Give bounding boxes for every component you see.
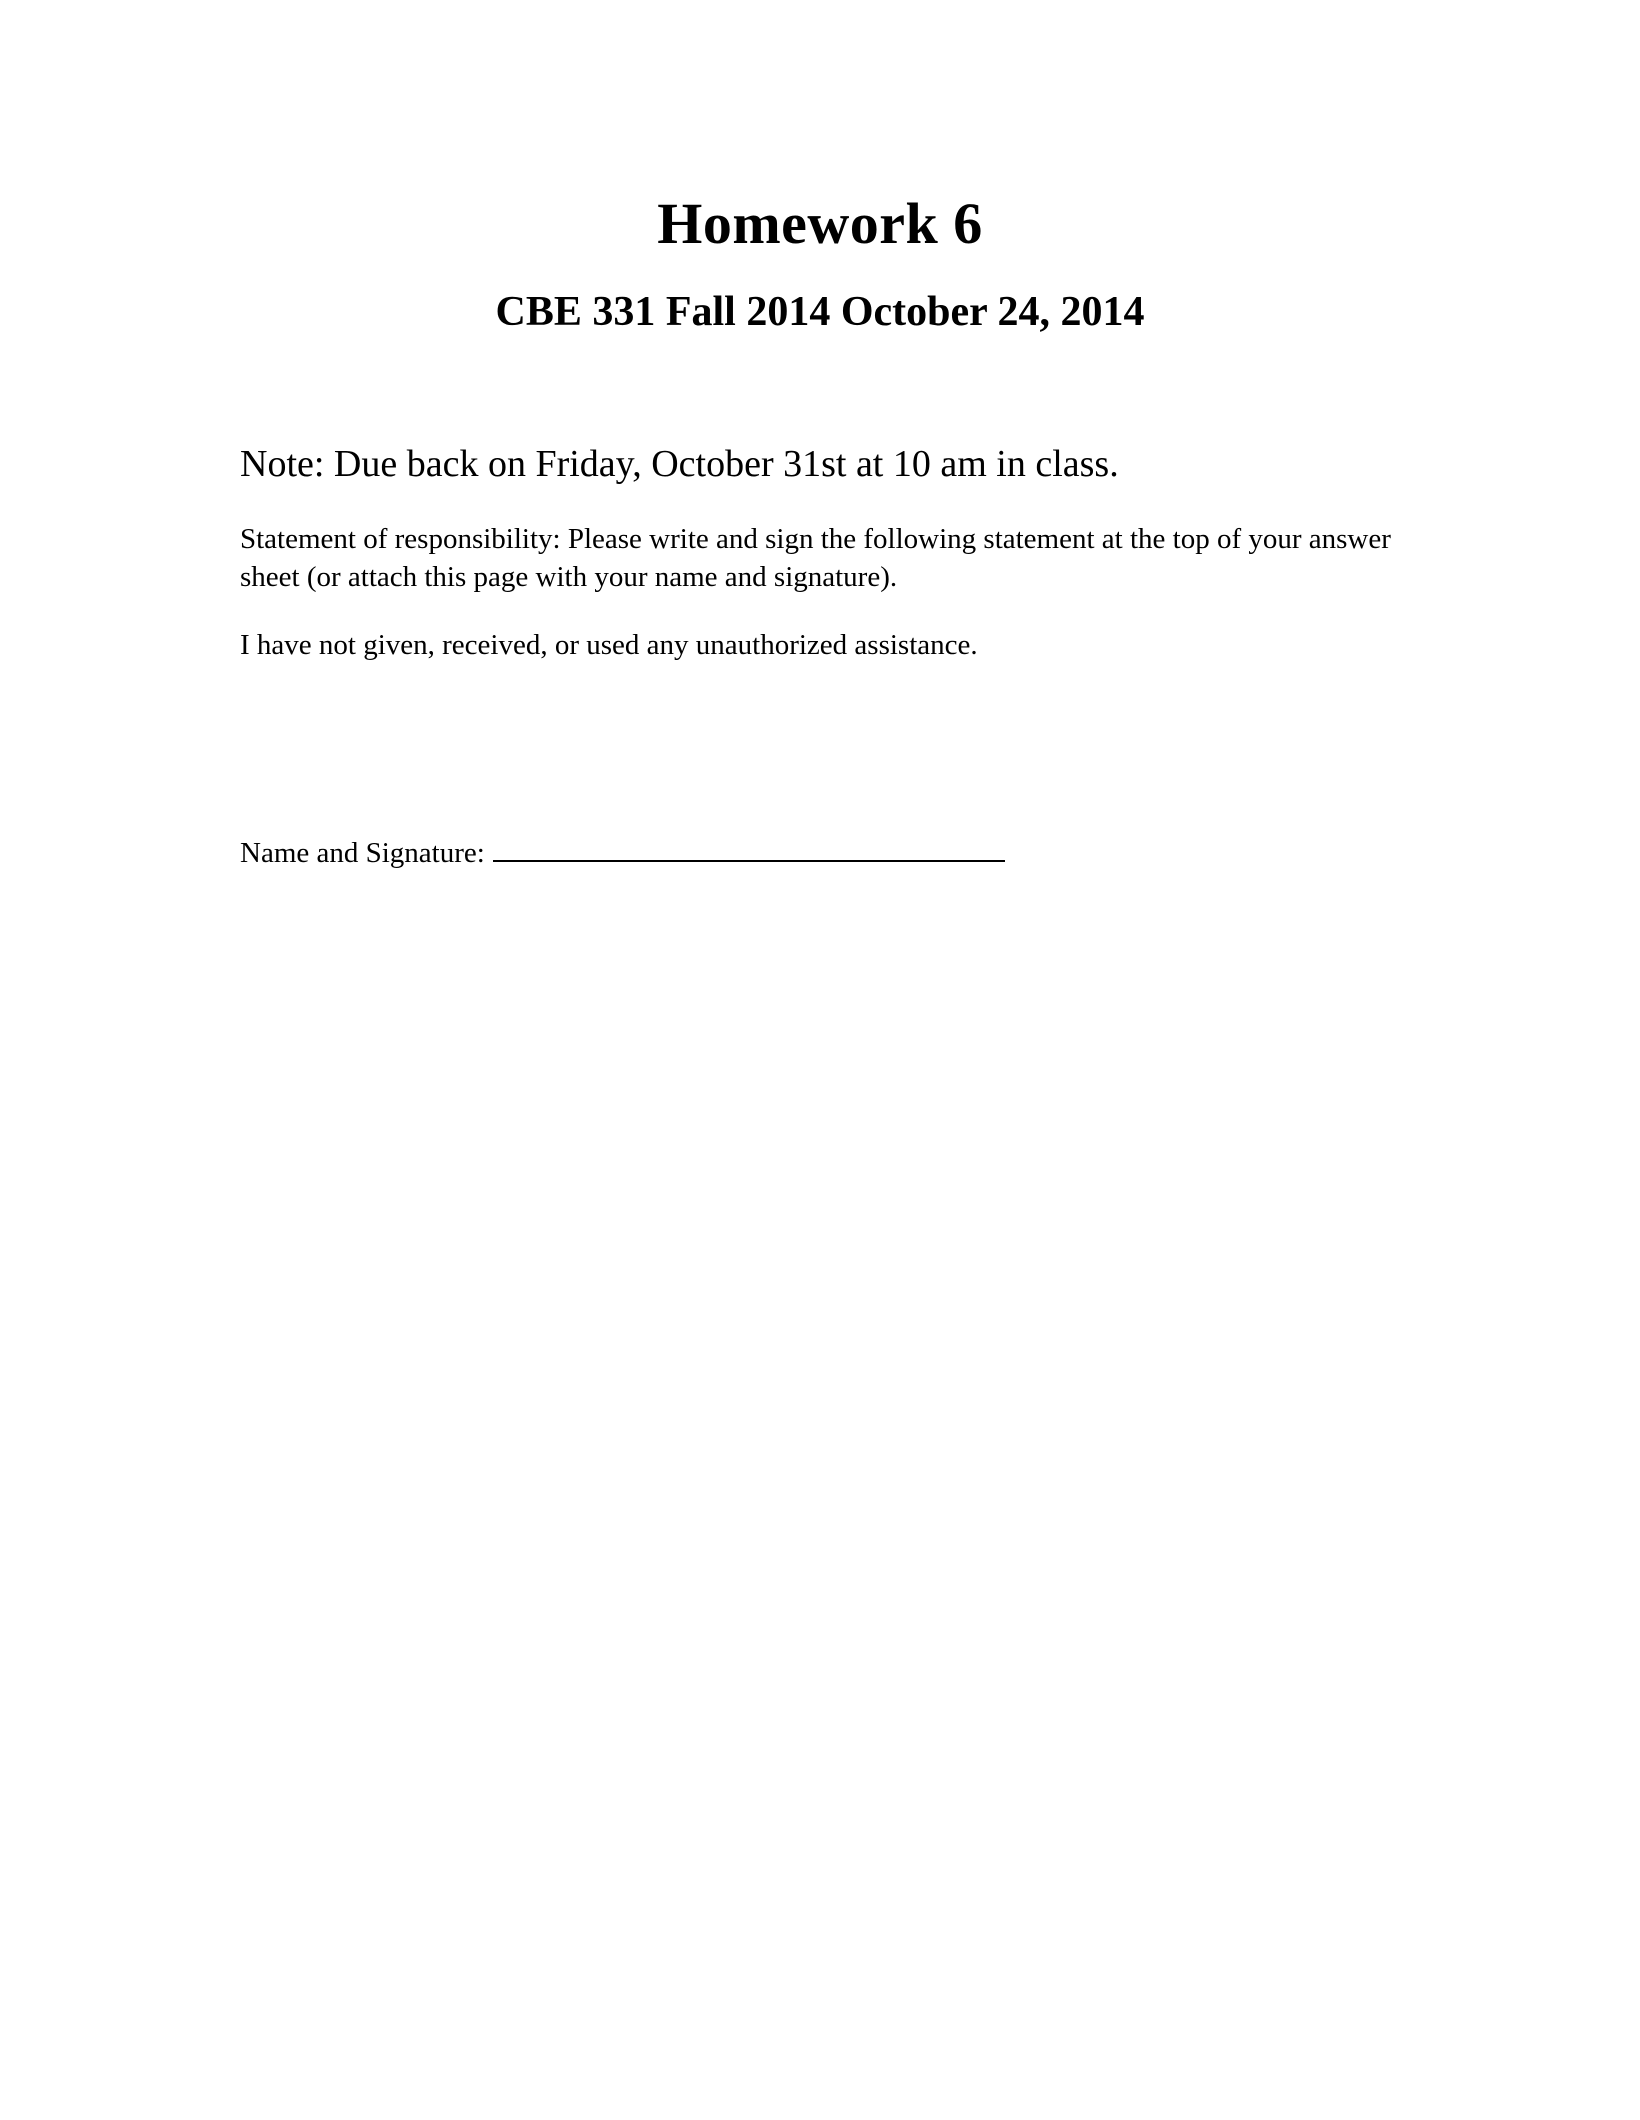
signature-line	[493, 830, 1005, 862]
document-title: Homework 6	[657, 191, 983, 256]
signature-row	[240, 830, 1005, 872]
responsibility-statement: Statement of responsibility: Please write and sign the following statement at the top of your answer sheet (or attach this page with your name and signature).	[240, 523, 1391, 593]
honor-pledge: I have not given, received, or used any unauthorized assistance.	[240, 629, 978, 661]
course-date-heading: CBE 331 Fall 2014 October 24, 2014	[495, 289, 1145, 335]
due-date-note: Note: Due back on Friday, October 31st at 10 am in class.	[240, 443, 1119, 485]
signature-label: Name and Signature:	[240, 837, 485, 869]
